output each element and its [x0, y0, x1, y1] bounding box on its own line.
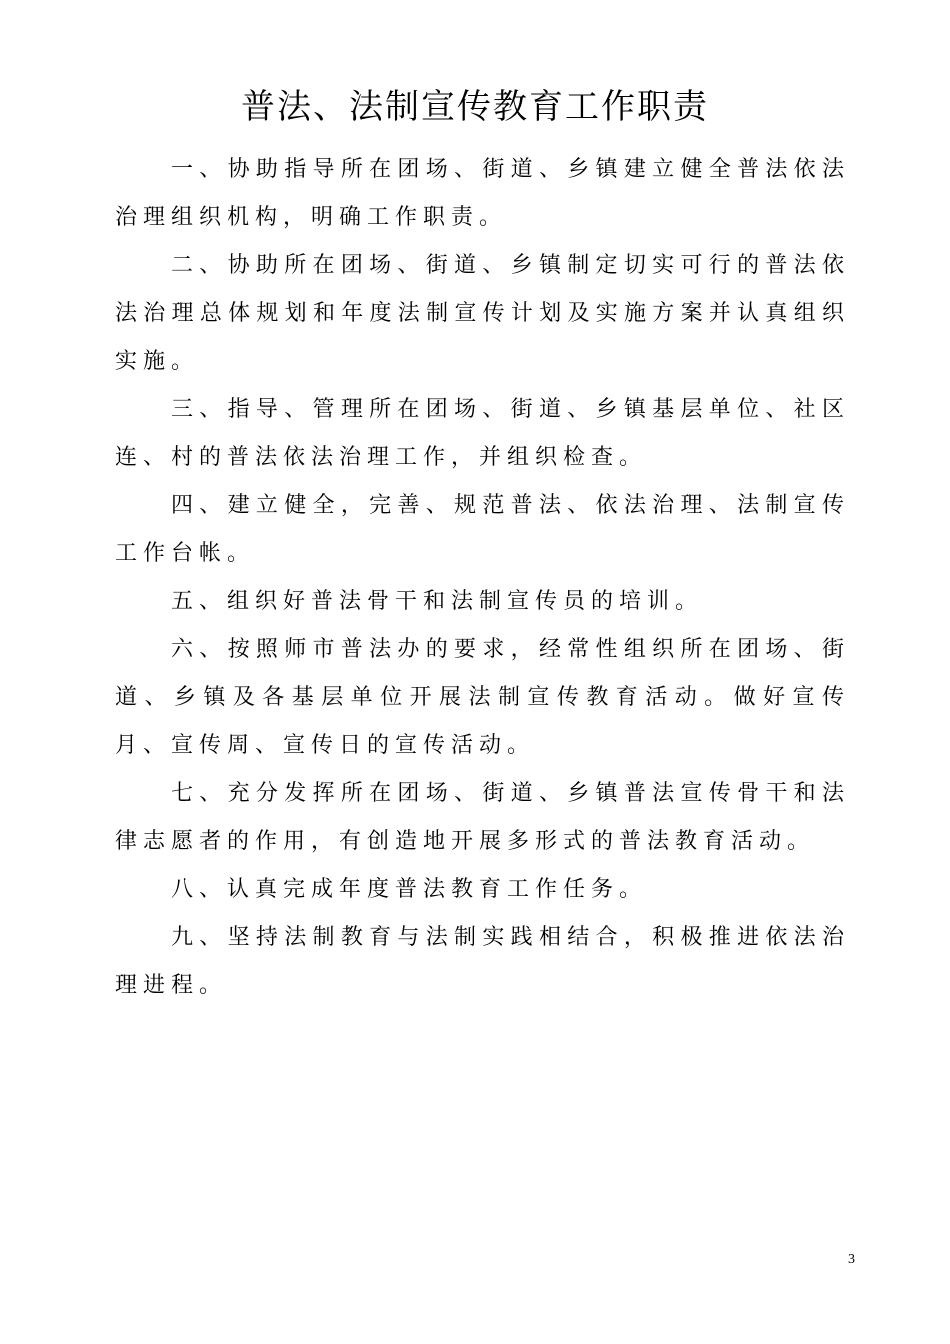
duty-item-3: 三、指导、管理所在团场、街道、乡镇基层单位、社区连、村的普法依法治理工作，并组织检查。 — [115, 397, 850, 470]
duty-item-5: 五、组织好普法骨干和法制宣传员的培训。 — [171, 589, 704, 614]
duty-item-9: 九、坚持法制教育与法制实践相结合，积极推进依法治理进程。 — [115, 925, 850, 998]
duty-item-7: 七、充分发挥所在团场、街道、乡镇普法宣传骨干和法律志愿者的作用，有创造地开展多形式的普法教育活动。 — [115, 781, 850, 854]
duty-item-6: 六、按照师市普法办的要求，经常性组织所在团场、街道、乡镇及各基层单位开展法制宣传教育活动。做好宣传月、宣传周、宣传日的宣传活动。 — [115, 637, 850, 758]
duty-item-8: 八、认真完成年度普法教育工作任务。 — [171, 877, 648, 902]
duty-item-1: 一、协助指导所在团场、街道、乡镇建立健全普法依法治理组织机构，明确工作职责。 — [115, 157, 850, 230]
document-title: 普法、法制宣传教育工作职责 — [241, 87, 709, 127]
document-body — [115, 146, 850, 1010]
duty-item-2: 二、协助所在团场、街道、乡镇制定切实可行的普法依法治理总体规划和年度法制宣传计划及实施方案并认真组织实施。 — [115, 253, 850, 374]
page-number: 3 — [848, 1252, 855, 1267]
duty-item-4: 四、建立健全，完善、规范普法、依法治理、法制宣传工作台帐。 — [115, 493, 850, 566]
